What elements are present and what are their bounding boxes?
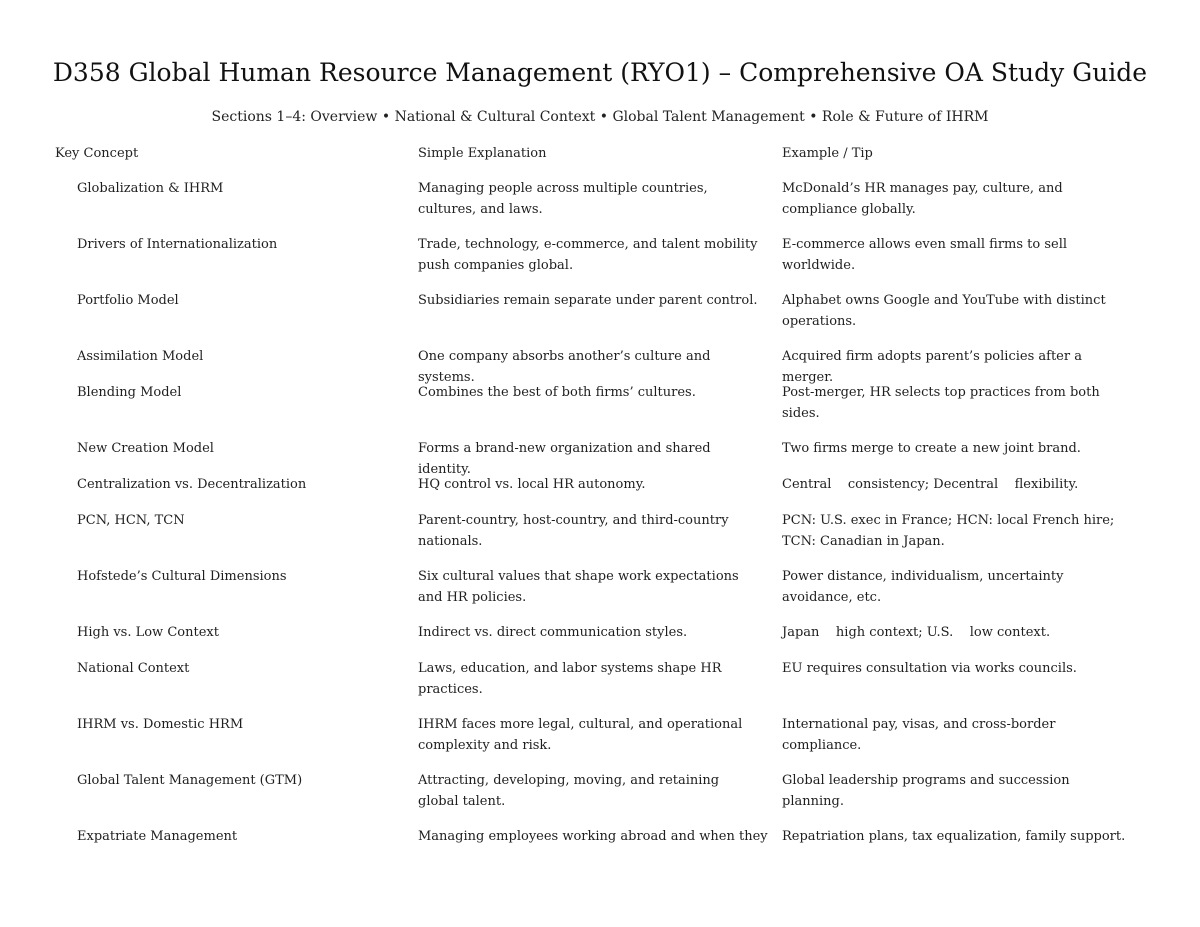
explanation-cell: Laws, education, and labor systems shape HR practices. [418,661,722,697]
table-row [0,827,1200,863]
example-cell: Two firms merge to create a new joint brand. [782,441,1081,456]
explanation-cell: Six cultural values that shape work expectations and HR policies. [418,569,739,605]
table-row [0,623,1200,659]
explanation-cell: Trade, technology, e-commerce, and talent mobility push companies global. [418,237,758,273]
table-row [0,439,1200,475]
concept-cell: High vs. Low Context [77,625,219,640]
concept-cell: Blending Model [77,385,182,400]
concept-cell: National Context [77,661,190,676]
concept-cell: Expatriate Management [77,829,238,844]
table-row [0,475,1200,511]
table-row [0,567,1200,623]
concept-cell: Centralization vs. Decentralization [77,477,307,492]
example-cell: Acquired firm adopts parent’s policies after a merger. [782,349,1082,385]
table-row [0,771,1200,827]
table-row [0,715,1200,771]
explanation-cell: One company absorbs another’s culture and systems. [418,349,711,385]
explanation-cell: Managing people across multiple countries, cultures, and laws. [418,181,708,217]
concept-cell: Portfolio Model [77,293,179,308]
example-cell: Post-merger, HR selects top practices from both sides. [782,385,1100,421]
table-row [0,235,1200,291]
table-row [0,179,1200,235]
concept-cell: Drivers of Internationalization [77,237,278,252]
concept-cell: PCN, HCN, TCN [77,513,185,528]
example-cell: PCN: U.S. exec in France; HCN: local French hire; TCN: Canadian in Japan. [782,513,1115,549]
table-row [0,659,1200,715]
example-cell: Central consistency; Decentral flexibility. [782,477,1079,492]
explanation-cell: Subsidiaries remain separate under parent control. [418,293,758,308]
example-cell: McDonald’s HR manages pay, culture, and compliance globally. [782,181,1063,217]
explanation-cell: IHRM faces more legal, cultural, and operational complexity and risk. [418,717,743,753]
explanation-cell: Parent-country, host-country, and third-country nationals. [418,513,729,549]
column-header-key-concept: Key Concept [55,146,139,161]
explanation-cell: Managing employees working abroad and when they [418,829,768,844]
example-cell: International pay, visas, and cross-border compliance. [782,717,1056,753]
concept-cell: Globalization & IHRM [77,181,224,196]
explanation-cell: Forms a brand-new organization and shared identity. [418,441,711,477]
document-subtitle: Sections 1–4: Overview • National & Cultural Context • Global Talent Management • Role & Future of IHRM [211,109,989,125]
table-row [0,511,1200,567]
example-cell: EU requires consultation via works councils. [782,661,1077,676]
table-body [0,179,1200,863]
explanation-cell: Indirect vs. direct communication styles. [418,625,688,640]
table-header-row [0,144,1200,164]
document-title: D358 Global Human Resource Management (RYO1) – Comprehensive OA Study Guide [52,58,1148,87]
concept-cell: IHRM vs. Domestic HRM [77,717,244,732]
table-row [0,347,1200,383]
column-header-simple-explanation: Simple Explanation [418,146,547,161]
column-header-example-tip: Example / Tip [782,146,873,161]
example-cell: Global leadership programs and succession planning. [782,773,1070,809]
concept-cell: New Creation Model [77,441,214,456]
example-cell: Repatriation plans, tax equalization, family support. [782,829,1126,844]
example-cell: E-commerce allows even small firms to sell worldwide. [782,237,1068,273]
table-row [0,383,1200,439]
explanation-cell: Attracting, developing, moving, and retaining global talent. [418,773,720,809]
explanation-cell: Combines the best of both firms’ cultures. [418,385,696,400]
example-cell: Alphabet owns Google and YouTube with distinct operations. [782,293,1106,329]
example-cell: Japan high context; U.S. low context. [782,625,1051,640]
table-row [0,291,1200,347]
example-cell: Power distance, individualism, uncertainty avoidance, etc. [782,569,1064,605]
concept-cell: Assimilation Model [77,349,204,364]
concept-cell: Hofstede’s Cultural Dimensions [77,569,287,584]
concept-cell: Global Talent Management (GTM) [77,773,303,788]
explanation-cell: HQ control vs. local HR autonomy. [418,477,646,492]
